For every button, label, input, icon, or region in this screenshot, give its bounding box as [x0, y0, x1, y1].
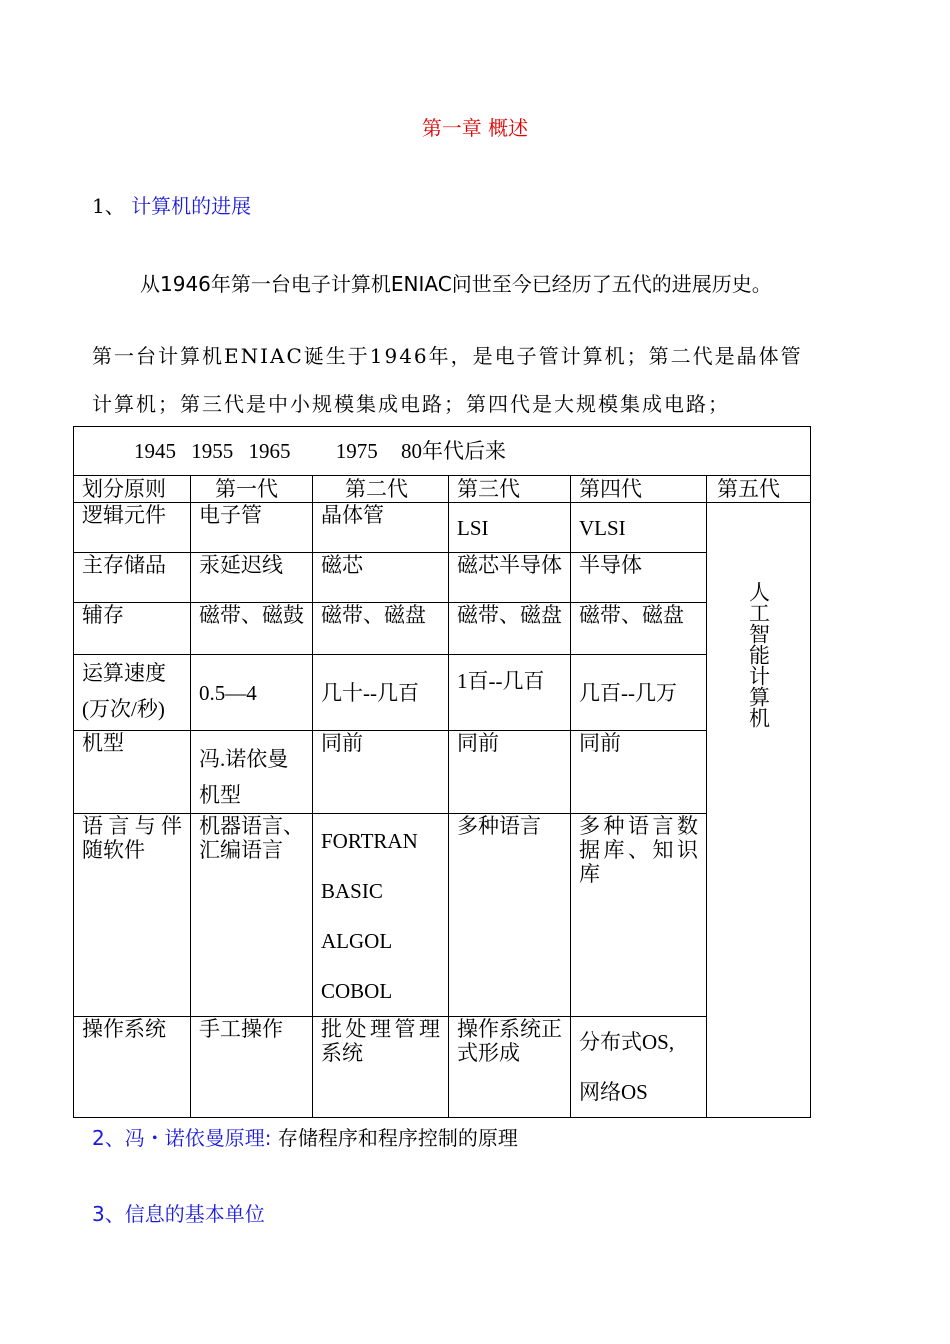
table-row — [74, 1017, 811, 1118]
header-cell: 划分原则 — [74, 476, 191, 503]
table-cell: 机器语言、汇编语言 — [191, 814, 313, 1017]
row-label: 操作系统 — [74, 1017, 191, 1118]
table-row — [74, 814, 811, 1017]
paragraph-line: 计算机；第三代是中小规模集成电路；第四代是大规模集成电路； — [92, 392, 730, 416]
table-cell: 磁芯半导体 — [449, 553, 571, 603]
table-cell: 半导体 — [571, 553, 707, 603]
table-cell: 1百--几百 — [449, 655, 571, 731]
generations-paragraph — [92, 332, 867, 428]
table-cell: 同前 — [449, 731, 571, 814]
os-item: 网络OS — [579, 1080, 648, 1104]
year: 1975 — [335, 439, 378, 463]
section-text: 存储程序和程序控制的原理 — [277, 1126, 518, 1150]
table-cell: 汞延迟线 — [191, 553, 313, 603]
section-2-heading — [92, 1122, 518, 1151]
year: 1945 — [134, 439, 176, 463]
header-cell: 第五代 — [707, 476, 811, 503]
table-row — [74, 655, 811, 731]
year: 1955 — [191, 439, 234, 463]
table-cell: 多种语言数据库、知识库 — [571, 814, 707, 1017]
row-label: 辅存 — [74, 603, 191, 655]
row-label: 运算速度(万次/秒) — [74, 655, 191, 731]
generations-table — [73, 426, 811, 1118]
table-cell — [313, 814, 449, 1017]
table-cell: 磁带、磁鼓 — [191, 603, 313, 655]
table-header-row — [74, 476, 811, 503]
table-cell — [571, 1017, 707, 1118]
header-cell: 第三代 — [449, 476, 571, 503]
table-cell: 冯.诺依曼机型 — [191, 731, 313, 814]
table-cell: 多种语言 — [449, 814, 571, 1017]
language-item: FORTRAN — [321, 829, 418, 853]
row-label: 逻辑元件 — [74, 503, 191, 553]
section-title: 2、冯・诺依曼原理: — [92, 1126, 272, 1150]
years-row — [74, 427, 811, 476]
language-item: ALGOL — [321, 929, 393, 953]
table-cell: 磁带、磁盘 — [571, 603, 707, 655]
table-cell: VLSI — [571, 503, 707, 553]
table-cell: 电子管 — [191, 503, 313, 553]
row-label: 机型 — [74, 731, 191, 814]
fifth-generation-cell — [707, 503, 811, 1118]
header-cell: 第四代 — [571, 476, 707, 503]
section-3-heading: 3、信息的基本单位 — [92, 1202, 265, 1226]
table-cell: 手工操作 — [191, 1017, 313, 1118]
year: 80年代后来 — [401, 439, 506, 463]
table-cell: 磁芯 — [313, 553, 449, 603]
table-cell: 晶体管 — [313, 503, 449, 553]
chapter-title: 第一章 概述 — [421, 116, 529, 140]
table-row — [74, 731, 811, 814]
language-item: BASIC — [321, 879, 383, 903]
table-cell: 同前 — [571, 731, 707, 814]
table-cell: 磁带、磁盘 — [313, 603, 449, 655]
table-row — [74, 603, 811, 655]
fifth-generation-label: 人工智能计算机 — [746, 581, 771, 728]
table-cell: 几十--几百 — [313, 655, 449, 731]
table-cell: LSI — [449, 503, 571, 553]
row-label: 语言与伴随软件 — [74, 814, 191, 1017]
header-cell: 第一代 — [191, 476, 313, 503]
table-cell: 几百--几万 — [571, 655, 707, 731]
table-row — [74, 553, 811, 603]
row-label: 主存储品 — [74, 553, 191, 603]
os-item: 分布式OS, — [579, 1030, 675, 1054]
table-cell: 批处理管理系统 — [313, 1017, 449, 1118]
year: 1965 — [248, 439, 291, 463]
section-1-heading — [92, 190, 251, 219]
header-cell: 第二代 — [313, 476, 449, 503]
table-row — [74, 503, 811, 553]
table-cell: 磁带、磁盘 — [449, 603, 571, 655]
language-item: COBOL — [321, 979, 393, 1003]
paragraph-line: 第一台计算机ENIAC诞生于1946年，是电子管计算机；第二代是晶体管 — [92, 344, 803, 368]
section-title: 计算机的进展 — [131, 194, 252, 218]
table-cell: 0.5—4 — [191, 655, 313, 731]
table-cell: 操作系统正式形成 — [449, 1017, 571, 1118]
section-number: 1、 — [92, 194, 125, 218]
intro-paragraph: 从1946年第一台电子计算机ENIAC问世至今已经历了五代的进展历史。 — [140, 272, 772, 296]
table-cell: 同前 — [313, 731, 449, 814]
